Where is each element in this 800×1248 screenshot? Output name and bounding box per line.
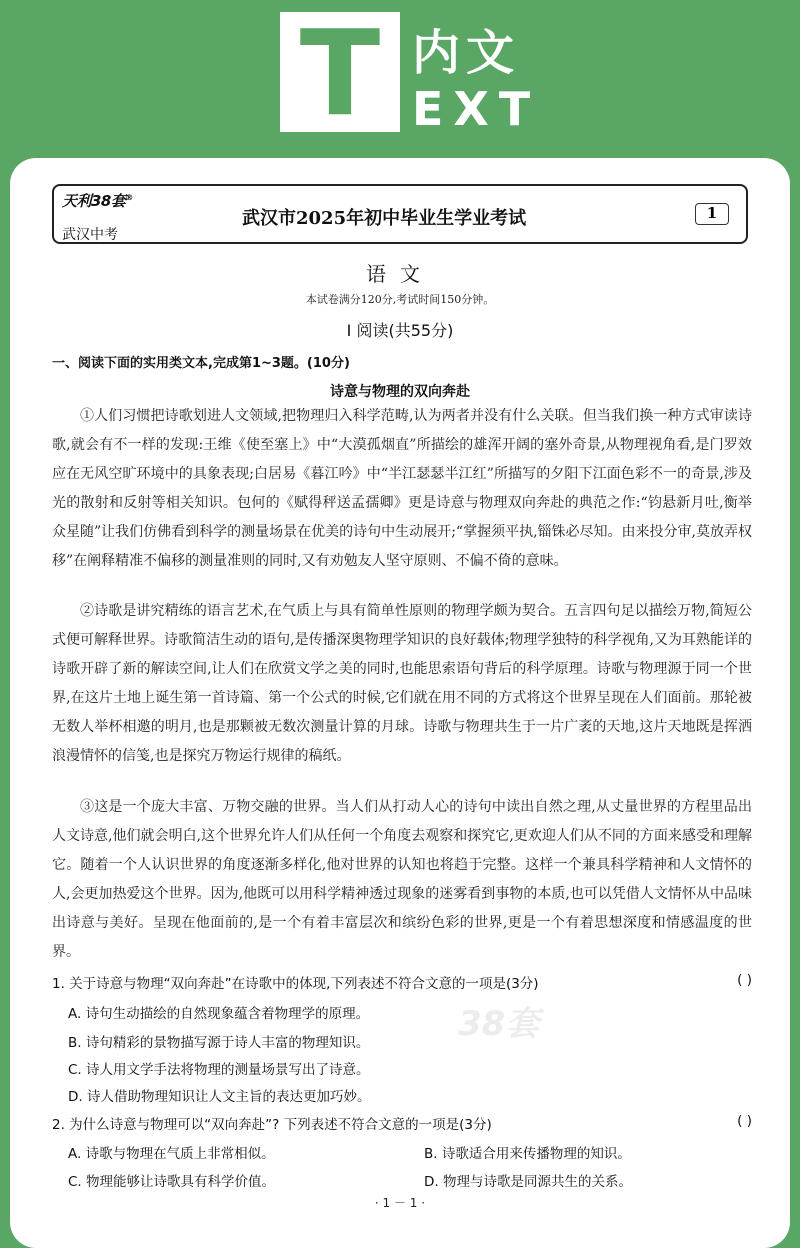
brand-logo: 天利38套® xyxy=(62,192,133,210)
question-1-stem: 1. 关于诗意与物理“双向奔赴”在诗歌中的体现,下列表述不符合文意的一项是(3分) xyxy=(52,976,539,992)
watermark: 38套 xyxy=(458,1004,540,1044)
question-2-option-d: D. 物理与诗歌是同源共生的关系。 xyxy=(424,1174,632,1190)
exam-region: 武汉中考 xyxy=(62,227,118,243)
question-1-answer-slot[interactable]: ( ) xyxy=(737,972,752,988)
header-chinese-title: 内文 xyxy=(412,25,521,81)
question-2-option-b: B. 诗歌适合用来传播物理的知识。 xyxy=(424,1146,631,1162)
question-1-option-b: B. 诗句精彩的景物描写源于诗人丰富的物理知识。 xyxy=(68,1035,370,1051)
article-paragraph-1: ①人们习惯把诗歌划进人文领域,把物理归入科学范畴,认为两者并没有什么关联。但当我们换一种方式审读诗歌,就会有不一样的发现:王维《使至塞上》中“大漠孤烟直”所描绘的雄浑开阔的塞外奇景,从物理视角看,是门罗效应在无风空旷环境中的具象表现;白居易《暮江吟》中“半江瑟瑟半江红”所描写的夕阳下江面色彩不一的奇景,涉及光的散射和反射等相关知识。包何的《赋得秤送孟孺卿》更是诗意与物理双向奔赴的典范之作:“钧悬新月吐,衡举众星随”让我们仿佛看到科学的测量场景在优美的诗句中生动展开;“掌握须平执,锱铢必尽知。由来投分审,莫放弄权移”在阐释精准不偏移的测量准则的同时,又有劝勉友人坚守原则、不偏不倚的意味。 xyxy=(52,408,752,569)
question-1-option-a: A. 诗句生动描绘的自然现象蕴含着物理学的原理。 xyxy=(68,1006,370,1022)
exam-title: 武汉市2025年初中毕业生学业考试 xyxy=(242,208,527,229)
page-footer: · 1 － 1 · xyxy=(374,1196,426,1210)
question-2-option-c: C. 物理能够让诗歌具有科学价值。 xyxy=(68,1174,276,1190)
article-title: 诗意与物理的双向奔赴 xyxy=(330,384,470,400)
article-paragraph-3: ③这是一个庞大丰富、万物交融的世界。当人们从打动人心的诗句中读出自然之理,从丈量世界的方程里品出人文诗意,他们就会明白,这个世界允许人们从任何一个角度去观察和探究它,更欢迎人们从不同的方面来感受和理解它。随着一个人认识世界的角度逐渐多样化,他对世界的认知也将趋于完整。这样一个兼具科学精神和人文情怀的人,会更加热爱这个世界。因为,他既可以用科学精神透过现象的迷雾看到事物的本质,也可以凭借人文情怀从中品味出诗意与美好。呈现在他面前的,是一个有着丰富层次和缤纷色彩的世界,更是一个有着思想深度和情感温度的世界。 xyxy=(52,799,752,960)
text-logo-t: T xyxy=(280,12,400,132)
header-english-title: EXT xyxy=(412,82,541,136)
question-1-option-c: C. 诗人用文学手法将物理的测量场景写出了诗意。 xyxy=(68,1062,370,1078)
exam-note: 本试卷满分120分,考试时间150分钟。 xyxy=(305,293,495,306)
paper-number: 1 xyxy=(695,203,729,225)
subject-title: 语文 xyxy=(366,262,434,286)
question-2-stem: 2. 为什么诗意与物理可以“双向奔赴”? 下列表述不符合文意的一项是(3分) xyxy=(52,1117,492,1133)
header-banner xyxy=(0,0,800,165)
question-1-option-d: D. 诗人借助物理知识让人文主旨的表达更加巧妙。 xyxy=(68,1089,371,1105)
question-2 xyxy=(52,1113,752,1133)
question-2-answer-slot[interactable]: ( ) xyxy=(737,1113,752,1129)
brand-logo-text: 天利38套 xyxy=(62,192,126,210)
question-2-option-a: A. 诗歌与物理在气质上非常相似。 xyxy=(68,1146,275,1162)
part-heading: 一、阅读下面的实用类文本,完成第1~3题。(10分) xyxy=(52,356,350,371)
article-paragraph-2: ②诗歌是讲究精练的语言艺术,在气质上与具有简单性原则的物理学颇为契合。五言四句足以描绘万物,简短公式便可解释世界。诗歌简洁生动的语句,是传播深奥物理学知识的良好载体;物理学独特的科学视角,又为耳熟能详的诗歌开辟了新的解读空间,让人们在欣赏文学之美的同时,也能思索语句背后的科学原理。诗歌与物理源于同一个世界,在这片土地上诞生第一首诗篇、第一个公式的时候,它们就在用不同的方式将这个世界呈现在人们面前。那轮被无数人举杯相邀的明月,也是那颗被无数次测量计算的月球。诗歌与物理共生于一片广袤的天地,这片天地既是挥洒浪漫情怀的信笺,也是探究万物运行规律的稿纸。 xyxy=(52,603,752,764)
question-1 xyxy=(52,972,752,992)
section-heading: Ⅰ 阅读(共55分) xyxy=(346,321,454,340)
